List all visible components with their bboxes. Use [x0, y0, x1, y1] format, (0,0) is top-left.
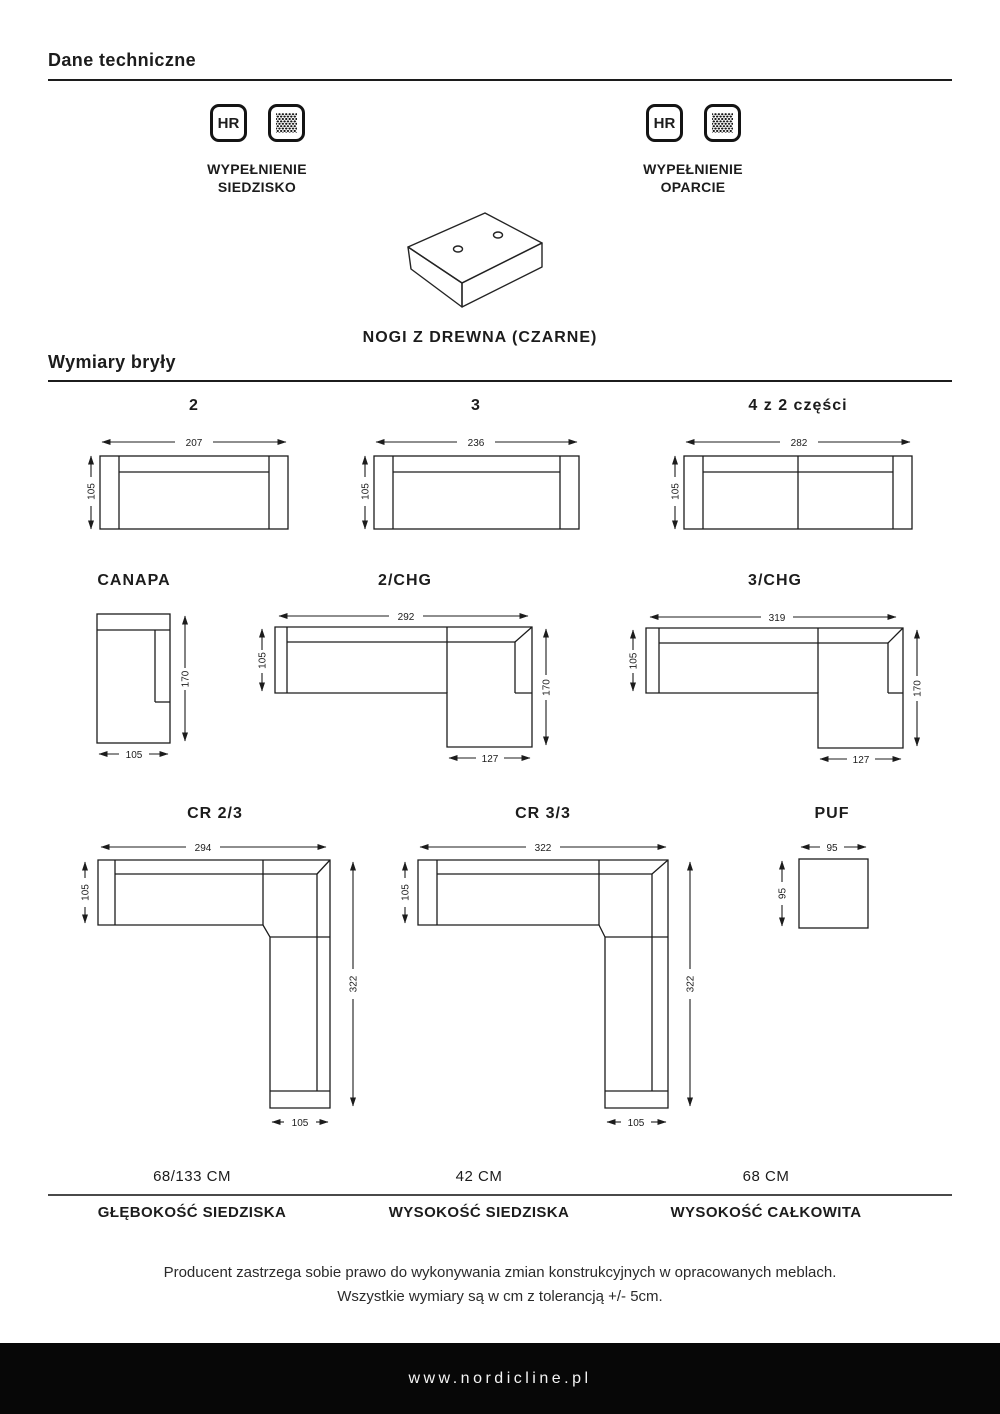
diagram-cr33 [387, 838, 702, 1133]
dim-width-label: 207 [185, 438, 203, 449]
diagram-label-canapa: CANAPA [97, 572, 171, 589]
back-fill-label-line2: OPARCIE [660, 179, 726, 195]
dim-width-label: 236 [467, 438, 485, 449]
dimension-width [99, 750, 168, 761]
seat-fill-label-line1: WYPEŁNIENIE [207, 161, 307, 177]
dim-side-length-label: 322 [348, 975, 360, 993]
wooden-leg-drawing [400, 205, 550, 325]
dimension-depth [671, 456, 682, 529]
seat-fill-label [182, 160, 332, 196]
disclaimer-line1: Producent zastrzega sobie prawo do wykonywania zmian konstrukcyjnych w opracowanych meblach. [163, 1264, 837, 1281]
diagram-sofa-3 [352, 432, 592, 537]
dim-width-label: 282 [790, 438, 808, 449]
sofa-outline [799, 859, 868, 928]
dimension-width [279, 612, 528, 623]
dimension-depth [401, 862, 412, 923]
dim-chaise-width-label: 127 [481, 754, 499, 765]
spec-total-height-value: 68 CM [742, 1168, 790, 1185]
specs-divider [48, 1194, 952, 1196]
dimension-side-width [272, 1118, 328, 1129]
dimension-width [686, 438, 910, 449]
diagram-label-puf: PUF [814, 805, 850, 822]
sofa-outline [100, 456, 288, 529]
dimension-chaise-width [820, 755, 901, 766]
disclaimer-line2: Wszystkie wymiary są w cm z tolerancją +/- 5cm. [337, 1288, 663, 1305]
dimension-chaise-width [449, 754, 530, 765]
dimensions-section-title: Wymiary bryły [48, 352, 176, 372]
diagram-canapa [89, 606, 204, 761]
dimensions-divider [48, 380, 952, 382]
sofa-outline [275, 627, 532, 747]
dim-chaise-width-label: 127 [852, 755, 870, 766]
dimension-depth [778, 861, 789, 926]
page-title: Dane techniczne [48, 50, 197, 70]
dim-width-label: 322 [534, 843, 552, 854]
dim-depth-label: 105 [360, 483, 372, 500]
dimension-width [101, 843, 326, 854]
dim-depth-label: 105 [86, 483, 98, 500]
dim-side-width-label: 105 [627, 1118, 645, 1129]
dimension-side-length [349, 862, 360, 1106]
hr-foam-icon-back [646, 104, 683, 142]
diagram-label-2chg: 2/CHG [378, 572, 432, 589]
dimension-length [913, 630, 924, 746]
hr-badge-label-back: HR [653, 114, 676, 132]
dimension-depth [87, 456, 98, 529]
seat-fill-label-line2: SIEDZISKO [217, 179, 297, 195]
dimension-depth [81, 862, 92, 923]
diagram-label-cr33: CR 3/3 [515, 805, 571, 822]
dim-width-label: 294 [194, 843, 212, 854]
diagram-label-sofa-4: 4 z 2 części [748, 397, 848, 414]
footer-bar [0, 1343, 1000, 1414]
dimension-width [376, 438, 577, 449]
dim-side-width-label: 105 [291, 1118, 309, 1129]
dim-width-label: 319 [768, 613, 786, 624]
dim-depth-label: 105 [80, 884, 92, 901]
spec-seat-depth-value: 68/133 CM [153, 1168, 231, 1185]
dim-length-label: 170 [912, 680, 924, 697]
spec-seat-height-label: WYSOKOŚĆ SIEDZISKA [388, 1204, 570, 1221]
diagram-label-3chg: 3/CHG [748, 572, 802, 589]
dim-depth-label: 105 [628, 652, 640, 670]
dim-depth-label: 105 [257, 652, 269, 669]
sofa-outline [97, 614, 170, 743]
dimension-depth [629, 630, 640, 691]
dimension-length [542, 629, 553, 745]
dim-depth-label: 95 [777, 887, 789, 900]
dimension-length [181, 616, 192, 741]
diagram-3chg [621, 606, 933, 772]
diagram-2chg [250, 605, 560, 770]
spec-seat-depth-label: GŁĘBOKOŚĆ SIEDZISKA [97, 1204, 287, 1221]
hr-badge-label: HR [217, 114, 240, 132]
dimension-width [102, 438, 286, 449]
back-fill-pattern-icon [704, 104, 741, 142]
dimension-side-width [607, 1118, 666, 1129]
sofa-outline [646, 628, 903, 748]
dimension-depth [258, 629, 269, 691]
diagram-label-cr23: CR 2/3 [187, 805, 243, 822]
back-fill-label [618, 160, 768, 196]
sofa-outline [684, 456, 912, 529]
seat-fill-pattern-icon [268, 104, 305, 142]
dim-width-label: 95 [826, 843, 838, 854]
diagram-cr23 [72, 838, 367, 1133]
footer-website-link[interactable]: www.nordicline.pl [408, 1369, 592, 1387]
dim-width-label: 292 [397, 612, 415, 623]
diagram-sofa-2 [78, 432, 303, 537]
dimension-width [650, 613, 896, 624]
sofa-outline [98, 860, 330, 1108]
dim-depth-label: 105 [400, 884, 412, 901]
dim-depth-label: 105 [670, 483, 682, 500]
dimension-width [801, 843, 866, 854]
spec-seat-height-value: 42 CM [455, 1168, 503, 1185]
hr-foam-icon [210, 104, 247, 142]
sofa-outline [374, 456, 579, 529]
disclaimer [0, 1261, 1000, 1309]
dimension-width [420, 843, 666, 854]
spec-total-height-label: WYSOKOŚĆ CAŁKOWITA [670, 1204, 862, 1221]
header-divider [48, 79, 952, 81]
dim-side-length-label: 322 [685, 975, 697, 993]
dim-width-label: 105 [125, 750, 143, 761]
dimension-depth [361, 456, 372, 529]
back-fill-label-line1: WYPEŁNIENIE [643, 161, 743, 177]
sofa-outline [418, 860, 668, 1108]
diagram-label-sofa-2: 2 [189, 397, 199, 414]
diagram-sofa-4 [662, 432, 924, 537]
dimension-side-length [686, 862, 697, 1106]
dim-length-label: 170 [541, 679, 553, 696]
diagram-puf [770, 838, 880, 938]
dim-length-label: 170 [180, 670, 192, 688]
legs-label: NOGI Z DREWNA (CZARNE) [362, 329, 598, 346]
diagram-label-sofa-3: 3 [471, 397, 481, 414]
